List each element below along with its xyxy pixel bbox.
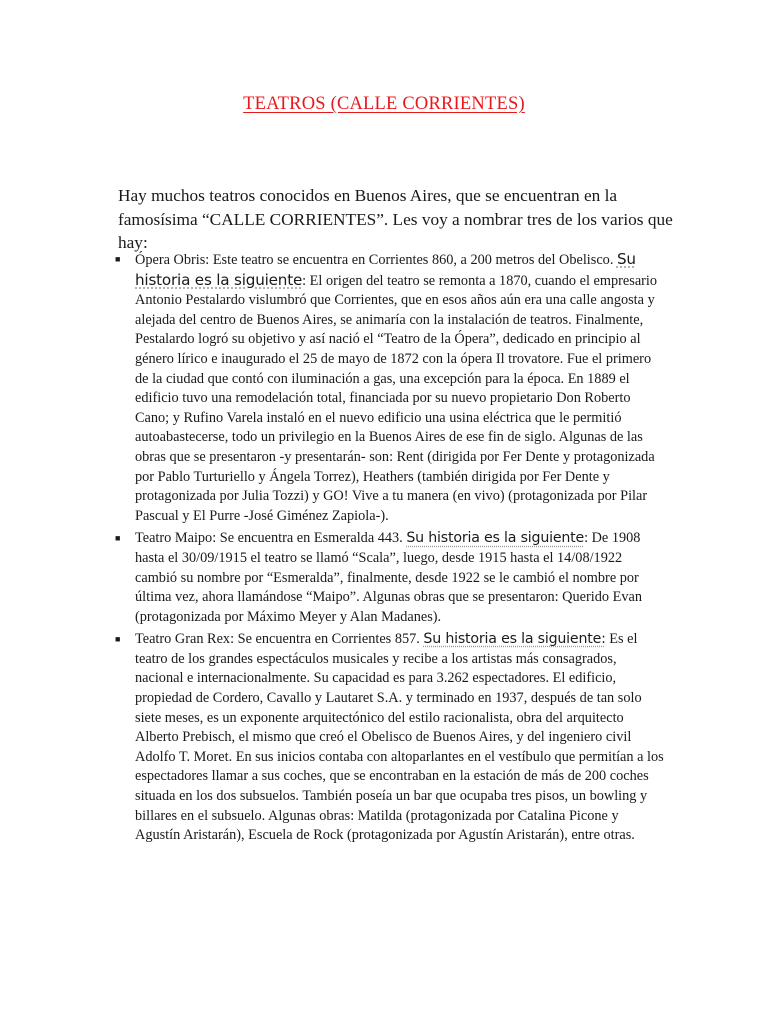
bullet-icon: ■ [115,634,121,645]
list-item-opera-orbis [112,250,664,526]
list-item-teatro-gran-rex [112,630,664,846]
bullet-icon: ■ [115,533,121,544]
item-body: Es el teatro de los grandes espectáculos musicales y recibe a los artistas más consagrados, nacional e internacionalmente. Su capacidad es para 3.262 espectadores. El edificio, propiedad de Cordero, Cavallo y Lautaret S.A. y terminado en 1937, después de tan solo siete meses, es un exponente arquitectónico del estilo racionalista, obra del arquitecto Alberto Prebisch, el mismo que creó el Obelisco de Buenos Aires, y del ingeniero civil Adolfo T. Moret. En sus inicios contaba con altoparlantes en el vestíbulo que permitían a los espectadores llamar a sus coches, que se encontraban en la estación de más de 200 coches situada en los dos subsuelos. También poseía un bar que ocupaba tres pisos, un bowling y billares en el subsuelo. Algunas obras: Matilda (protagonizada por Catalina Picone y Agustín Aristarán), Escuela de Rock (protagonizada por Agustín Aristarán), entre otras. [135,631,664,844]
bullet-icon: ■ [115,254,121,264]
item-lead: Teatro Maipo: Se encuentra en Esmeralda 443. [135,530,407,547]
item-highlight: Su historia es la siguiente [135,250,636,289]
item-lead: Teatro Gran Rex: Se encuentra en Corrientes 857. [135,631,424,648]
item-highlight: Su historia es la siguiente: [423,631,606,648]
item-body: : De 1908 hasta el 30/09/1915 el teatro se llamó “Scala”, luego, desde 1915 hasta el 14/08/1922 cambió su nombre por “Esmeralda”, finalmente, desde 1922 se le cambió el nombre por última vez, ahora llamándose “Maipo”. Algunas obras que se presentaron: Querido Evan (protagonizada por Máximo Meyer y Alan Madanes). [135,530,642,625]
intro-paragraph: Hay muchos teatros conocidos en Buenos Aires, que se encuentran en la famosísima “CALLE CORRIENTES”. Les voy a nombrar tres de los varios que hay: [118,186,673,253]
item-body: : El origen del teatro se remonta a 1870, cuando el empresario Antonio Pestalardo vislumbró que Corrientes, que en esos años aún era una calle angosta y alejada del centro de Buenos Aires, se animaría con la instalación de teatros. Finalmente, Pestalardo logró su objetivo y así nació el “Teatro de la Ópera”, dedicado en principio al género lírico e inaugurado el 25 de mayo de 1872 con la ópera Il trovatore. Fue el primero de la ciudad que contó con iluminación a gas, una excepción para la época. En 1889 el edificio tuvo una remodelación total, financiada por su nuevo propietario Don Roberto Cano; y Rufino Varela instaló en el nuevo edificio una usina eléctrica que le permitió autoabastecerse, todo un privilegio en la Buenos Aires de ese fin de siglo. Algunas de las obras que se presentaron -y presentarán- son: Rent (dirigida por Fer Dente y protagonizada por Pablo Turturiello y Ángela Torrez), Heathers (también dirigida por Fer Dente y protagonizada por Julia Tozzi) y GO! Vive a tu manera (en vivo) (protagonizada por Pilar Pascual y El Purre -José Giménez Zapiola-). [135,272,658,524]
item-highlight: Su historia es la siguiente [406,530,585,547]
theater-list [112,250,664,849]
list-item-teatro-maipo [112,529,664,627]
document-title: TEATROS (CALLE CORRIENTES) [243,94,525,114]
item-lead: Ópera Obris: Este teatro se encuentra en Corrientes 860, a 200 metros del Obelisco. [135,252,617,268]
